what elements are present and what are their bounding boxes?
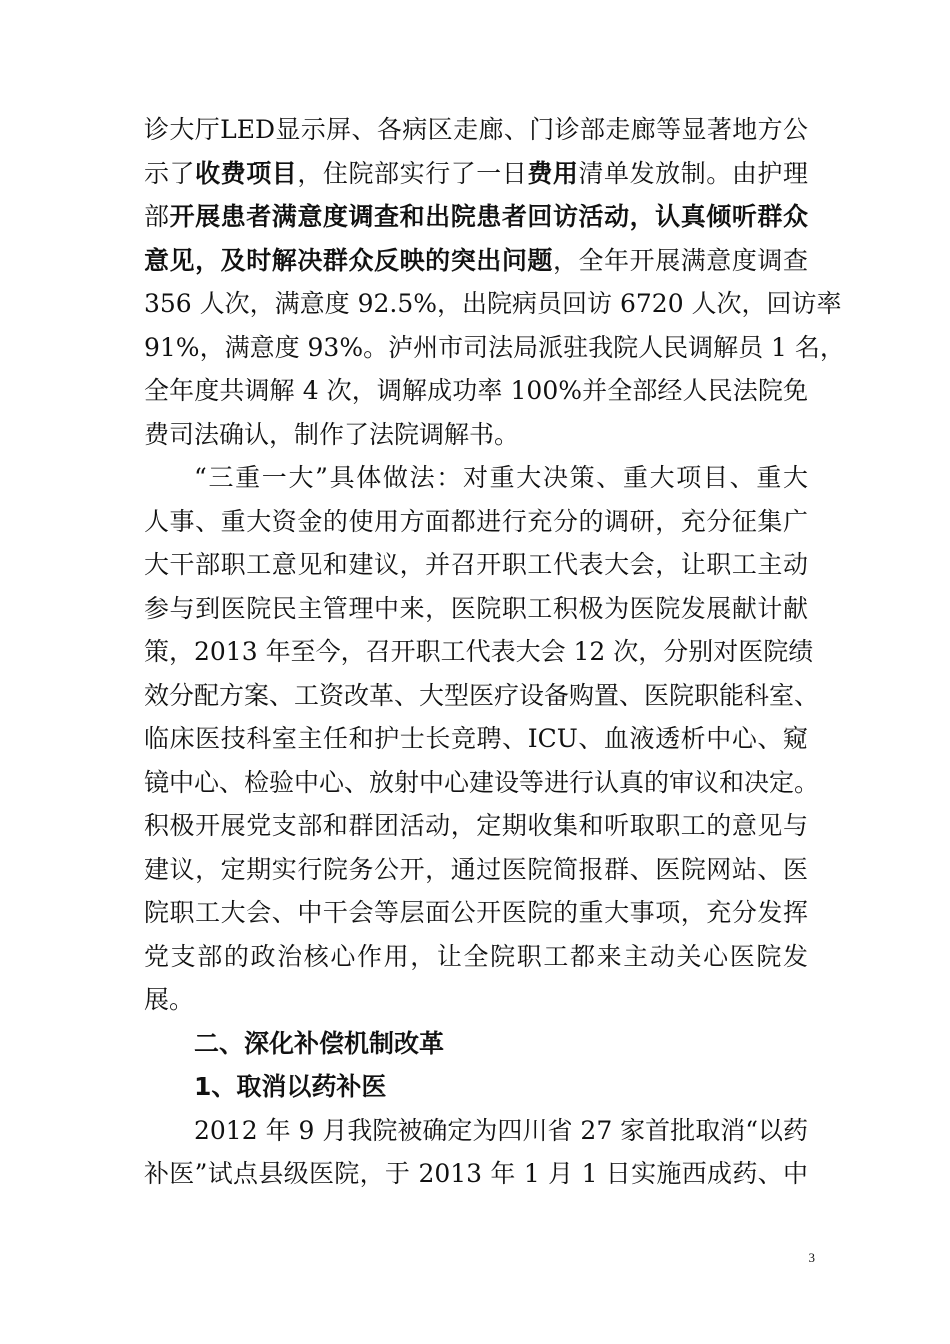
text-run: ，住院部实行了一日 (297, 158, 528, 188)
bold-run: 费用 (527, 158, 579, 188)
text-run: 部 (144, 202, 170, 231)
text-line: 人事、重大资金的使用方面都进行充分的调研，充分征集广 (144, 506, 808, 536)
text-line: 2012 年 9 月我院被确定为四川省 27 家首批取消“以药 (194, 1115, 808, 1145)
text-line: 诊大厅LED显示屏、各病区走廊、门诊部走廊等显著地方公 (144, 115, 808, 144)
text-line (144, 152, 808, 196)
text-line (144, 195, 808, 239)
text-line: 积极开展党支部和群团活动，定期收集和听取职工的意见与 (144, 811, 808, 840)
text-line: 展。 (144, 985, 195, 1014)
text-line (144, 239, 808, 283)
text-line: 费司法确认，制作了法院调解书。 (144, 419, 520, 449)
paragraph-cancel-drug-markup (144, 1109, 808, 1196)
text-line: 补医”试点县级医院，于 2013 年 1 月 1 日实施西成药、中 (144, 1159, 808, 1188)
text-line: 策，2013 年至今，召开职工代表大会 12 次，分别对医院绩 (144, 637, 814, 666)
text-line: 建议，定期实行院务公开，通过医院简报群、医院网站、医 (144, 854, 808, 884)
bold-run: 意见，及时解决群众反映的突出问题 (144, 245, 553, 275)
text-line: 356 人次，满意度 92.5%，出院病员回访 6720 人次，回访率 (144, 289, 842, 318)
bold-run: 开展患者满意度调查和出院患者回访活动，认真倾听群众 (169, 202, 808, 231)
bold-run: 收费项目 (195, 158, 298, 188)
text-line: 临床医技科室主任和护士长竞聘、ICU、血液透析中心、窥 (144, 724, 808, 753)
section-heading: 二、深化补偿机制改革 (194, 1028, 445, 1058)
paragraph-service-transparency (144, 108, 845, 456)
text-line: 91%，满意度 93%。泸州市司法局派驻我院人民调解员 1 名， (144, 332, 845, 362)
text-line: 全年度共调解 4 次，调解成功率 100%并全部经人民法院免 (144, 376, 808, 405)
text-line: “三重一大”具体做法：对重大决策、重大项目、重大 (194, 463, 808, 492)
text-run: 清单发放制。由护理 (578, 158, 808, 188)
text-run: ，全年开展满意度调查 (552, 245, 808, 275)
paragraph-three-important-one-large (144, 456, 820, 1022)
text-line: 大干部职工意见和建议，并召开职工代表大会，让职工主动 (144, 550, 808, 579)
text-line: 院职工大会、中干会等层面公开医院的重大事项，充分发挥 (144, 898, 808, 927)
subsection-heading: 1、取消以药补医 (194, 1072, 387, 1101)
text-line: 效分配方案、工资改革、大型医疗设备购置、医院职能科室、 (144, 680, 820, 710)
text-run: 示了 (144, 158, 196, 188)
text-line: 镜中心、检验中心、放射中心建设等进行认真的审议和决定。 (144, 767, 820, 797)
page-number: 3 (808, 1250, 815, 1265)
text-line: 党支部的政治核心作用，让全院职工都来主动关心医院发 (144, 941, 808, 971)
page-body (144, 108, 845, 1196)
text-line: 参与到医院民主管理中来，医院职工积极为医院发展献计献 (144, 593, 808, 623)
